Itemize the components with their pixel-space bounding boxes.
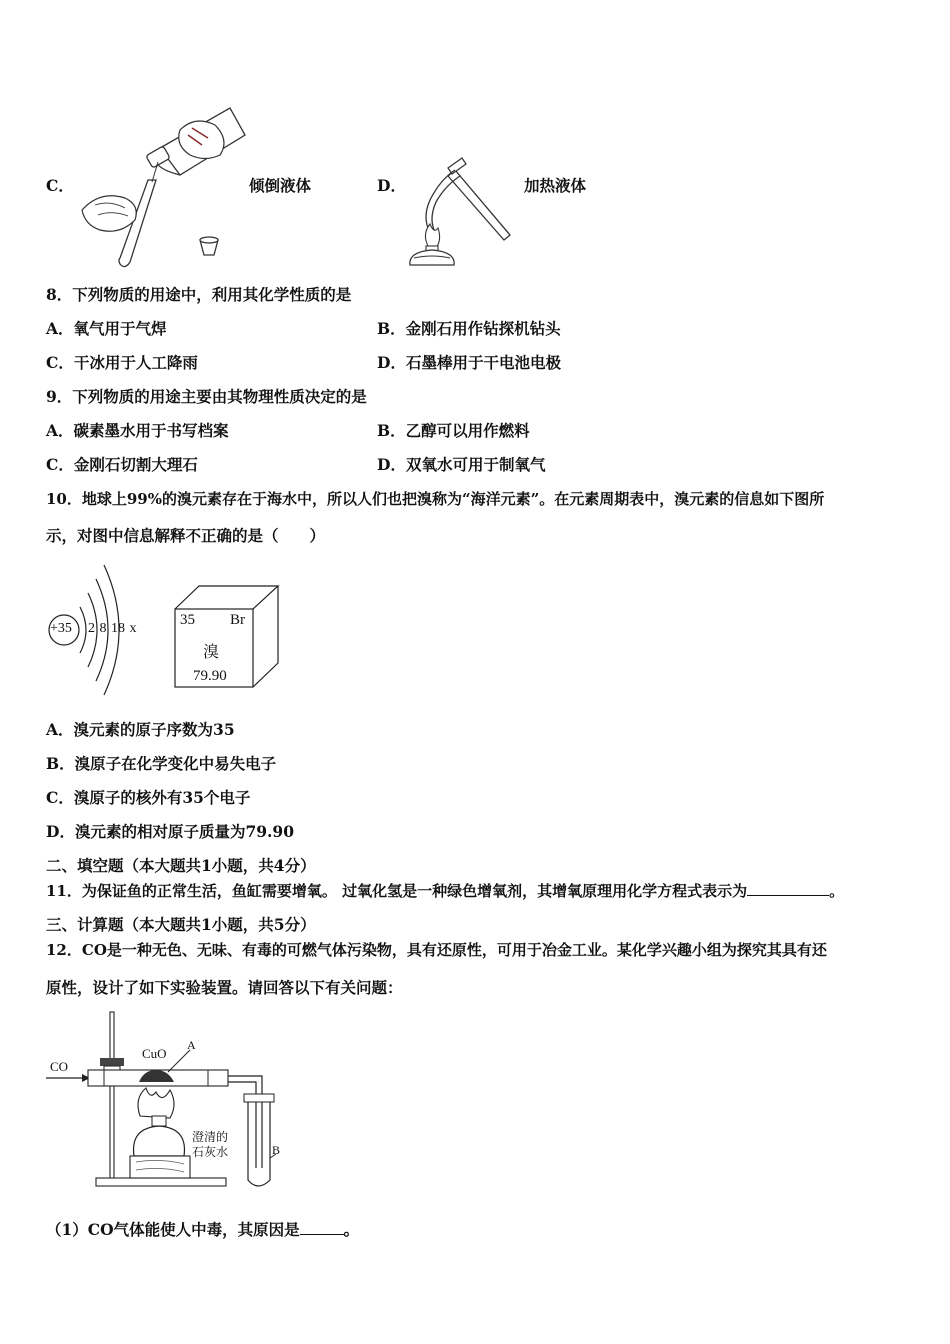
q12-sub1-answer-blank[interactable]: [300, 1220, 344, 1235]
q10-option-b: B．溴原子在化学变化中易失电子: [46, 754, 277, 773]
atom-electron-shells: 2 8 18 x: [88, 621, 137, 636]
bromine-element-cell: [174, 585, 280, 689]
pouring-liquid-illustration: [80, 100, 250, 270]
heating-liquid-illustration: [400, 150, 520, 270]
q11-answer-blank[interactable]: [747, 881, 829, 896]
element-atomic-number: 35: [180, 612, 195, 628]
apparatus-label-cuo: CuO: [142, 1046, 167, 1061]
q9-option-a: A．碳素墨水用于书写档案: [46, 421, 229, 440]
q10-stem-line1: 10．地球上99%的溴元素存在于海水中，所以人们也把溴称为“海洋元素”。在元素周期表中，溴元素的信息如下图所: [46, 490, 825, 508]
q8-option-d: D．石墨棒用于干电池电极: [377, 353, 561, 372]
q12-sub1: （1）CO气体能使人中毒，其原因是 。: [46, 1220, 360, 1239]
q8-option-c: C．干冰用于人工降雨: [46, 353, 198, 372]
co-reduction-apparatus-diagram: [44, 1008, 294, 1193]
q7-option-d-label: 加热液体: [524, 176, 587, 195]
apparatus-label-limewater-1: 澄清的: [192, 1130, 229, 1144]
apparatus-label-a: A: [187, 1038, 196, 1052]
section2-heading: 二、填空题（本大题共1小题，共4分）: [46, 856, 316, 875]
q9-option-c: C．金刚石切割大理石: [46, 455, 198, 474]
q8-option-b: B．金刚石用作钻探机钻头: [377, 319, 561, 338]
q10-option-c: C．溴原子的核外有35个电子: [46, 788, 251, 807]
q7-option-d-letter: D．: [377, 176, 406, 195]
element-symbol: Br: [230, 612, 245, 628]
q9-stem: 9．下列物质的用途主要由其物理性质决定的是: [46, 387, 367, 406]
atom-nucleus-charge: +35: [50, 621, 72, 636]
q7-option-c-letter: C．: [46, 176, 74, 195]
apparatus-label-b: B: [272, 1143, 281, 1157]
q7-option-c-label: 倾倒液体: [249, 176, 312, 195]
q9-option-b: B．乙醇可以用作燃料: [377, 421, 530, 440]
q9-option-d: D．双氧水可用于制氧气: [377, 455, 546, 474]
element-atomic-mass: 79.90: [193, 668, 227, 684]
q10-stem-line2: 示，对图中信息解释不正确的是（ ）: [46, 526, 326, 545]
q12-stem-line2: 原性，设计了如下实验装置。请回答以下有关问题：: [46, 978, 403, 997]
q8-stem: 8．下列物质的用途中，利用其化学性质的是: [46, 285, 352, 304]
q11-text: 11．为保证鱼的正常生活，鱼缸需要增氧。 过氧化氢是一种绿色增氧剂，其增氧原理用化学方程式表示为 。: [46, 882, 845, 900]
section3-heading: 三、计算题（本大题共1小题，共5分）: [46, 915, 316, 934]
apparatus-label-co: CO: [50, 1059, 69, 1074]
q10-option-d: D．溴元素的相对原子质量为79.90: [46, 822, 294, 841]
element-name: 溴: [203, 642, 220, 661]
q8-option-a: A．氧气用于气焊: [46, 319, 167, 338]
apparatus-label-limewater-2: 石灰水: [192, 1145, 229, 1159]
q10-option-a: A．溴元素的原子序数为35: [46, 720, 235, 739]
q12-stem-line1: 12．CO是一种无色、无味、有毒的可燃气体污染物，具有还原性，可用于冶金工业。某化学兴趣小组为探究其具有还: [46, 941, 827, 959]
